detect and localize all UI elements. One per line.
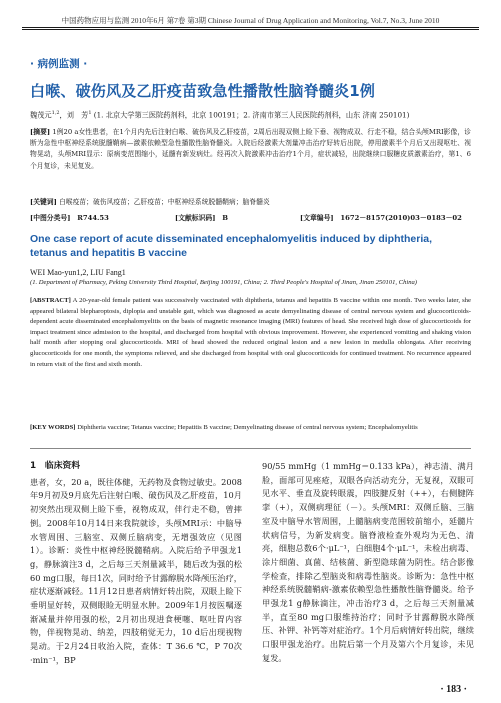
english-abstract-text: A 20-year-old female patient was successively vaccinated with diphtheria, tetanus and hepatitis B vaccine within one month. Two weeks later, she appeared bilateral blepharoptosis, diplopia and unstable gait, which was diagnosed as acute demyelinating disease of central nervous system and glucocorticoids-dependent acute disseminated encephalomyelitis on the basis of magnetic resonance imaging (MRI) features of head. She received high dose of glucocorticoids for impact treatment since admission to the hospital, and discharged from hospital with obvious improvement. However, she experienced vomiting and shaking vision half month after stopping oral glucocorticoids. MRI of head showed the reduced original lesion and a new lesion in medulla oblongata. After receiving glucocorticoids for one month, the symptoms relieved, and she discharged from hospital with oral glucocorticoids for continued treatment. No recurrence appeared in return visit of the first and sixth month.: [30, 297, 471, 368]
body-text-right: 90/55 mmHg（1 mmHg＝0.133 kPa），神志清、满月脸，面部可见痤疮，双眼各向活动充分，无复视，双眼可见水平、垂直及旋转眼震，四肢腱反射（++），右侧腱阵挛（+），双侧病理征（－）。头颅MRI：双侧丘脑、三脑室及中脑导水管周围，上髓脑病变范围较前缩小，延髓片状病信号，为新发病变。脑脊液检查外观均为无色、清亮，细胞总数6个·μL⁻¹，白细胞4个·μL⁻¹，未检出病毒、涂片细菌、真菌、结核菌、新型隐球菌为阴性。结合影像学检查，排除乙型脑炎和病毒性脑炎。诊断为：急性中枢神经系统脱髓鞘病-激素依赖型急性播散性脑脊髓炎。给予甲强龙1 g静脉滴注，冲击治疗3 d，之后每三天剂量减半，直至80 mg口服维持治疗；同时予甘露醇脱水降颅压、补钾、补钙等对症治疗。1个月后病情好转出院，继续口服甲强龙治疗。出院后第一个月及第六个月复诊，未见复发。: [262, 461, 474, 663]
header-rule: [22, 27, 479, 28]
abstract-label: [摘要]: [30, 128, 51, 136]
english-affiliation: (1. Department of Pharmacy, Peking University Third Hospital, Beijing 100191, China; 2. Third People's Hospital of Jinan, Jinan 250101, China): [30, 278, 417, 286]
english-keywords-text: Diphtheria vaccine; Tetanus vaccine; Hepatitis B vaccine; Demyelinating disease of central nervous system; Encephalomyelitis: [77, 424, 418, 431]
author-affiliation: (1. 北京大学第三医院药剂科，北京 100191；2. 济南市第三人民医院药剂科，山东 济南 250101): [93, 110, 410, 120]
english-abstract-label: [ABSTRACT]: [30, 297, 71, 304]
english-keywords-label: [KEY WORDS]: [30, 424, 76, 431]
english-title: One case report of acute disseminated encephalomyelitis induced by diphtheria, tetanus and hepatitis B vaccine: [30, 233, 433, 259]
article-number: [文章编号] 1672－8157(2010)03－0183－02: [300, 214, 462, 222]
author-sup-1: 1,2: [51, 110, 60, 116]
clc-number: [中图分类号] R744.53: [30, 214, 109, 222]
english-authors: [30, 268, 471, 287]
classification-row: [30, 212, 471, 222]
document-code: [文献标识码] B: [175, 214, 228, 222]
author-sup-2: 1: [88, 110, 92, 116]
author-name-1: 魏茂元: [30, 110, 52, 120]
page-number: · 183 ·: [440, 684, 467, 695]
keywords-text: 白喉疫苗；破伤风疫苗；乙肝疫苗；中枢神经系统脱髓鞘病；脑脊髓炎: [59, 198, 270, 206]
keywords-label: [关键词]: [30, 198, 57, 206]
abstract-text: 1例20 a女性患者，在1个月内先后注射白喉、破伤风及乙肝疫苗，2周后出现双侧上睑下垂、视物成双、行走不稳，结合头颅MRI影像，诊断为急性中枢神经系统脱髓鞘病—激素依赖型急性播散性脑脊髓炎。入院后经激素大剂量冲击治疗好转后出院，停用激素半个月后又出现呕吐、视物晃动，头颅MRI显示：原病变范围缩小，延髓有新发病灶。经再次入院激素冲击治疗1个月，症状减轻，出院继续口服糖皮质激素治疗，第1、6个月复诊，未见复发。: [30, 128, 471, 170]
english-author-names: WEI Mao-yun1,2, LIU Fang1: [30, 268, 126, 277]
author-name-2: 刘 芳: [66, 110, 89, 120]
english-abstract: [30, 296, 471, 370]
section-label: · 病例监测 ·: [30, 58, 88, 70]
body-text-left: 患者，女，20 a，既往体健，无药物及食物过敏史。2008年9月初及9月底先后注射白喉、破伤风及乙肝疫苗，10月初突然出现双侧上睑下垂，视物成双，伴行走不稳，曾摔倒。2008年10月14日来我院就诊，头颅MRI示：中脑导水管周围、三脑室、双侧丘脑病变，无增强效应（见图1）。诊断：炎性中枢神经脱髓鞘病。入院后给予甲强龙1 g，静脉滴注3 d，之后每三天剂量减半，随后改为强的松60 mg口服，每日1次，同时给予甘露醇脱水降颅压治疗，症状逐渐减轻。11月12日患者病情好转出院，双眼上睑下垂明显好转，双侧眼睑无明显水肿。2009年1月按医嘱逐渐减量并停用强的松，2月初出现进食梗噻、呕吐胃内容物，伴视物晃动、纳差，四肢稍觉无力，10 d后出现视物晃动。于2月24日收治入院，查体：T 36.6 ℃，P 70次·min⁻¹，BP: [30, 476, 242, 665]
body-column-right: [262, 460, 474, 666]
english-keywords: [30, 423, 471, 434]
section-heading: 1 临床资料: [30, 461, 81, 471]
chinese-authors: 魏茂元$^{1,2}$，刘 芳$^1$ (1. 北京大学第三医院药剂科，北京 100191；2. 济南市第三人民医院药剂科，山东 济南 250101): [30, 110, 410, 120]
divider: [30, 448, 471, 449]
header-rule-thin: [22, 29, 479, 30]
body-column-left: [30, 460, 242, 668]
chinese-keywords: [30, 196, 270, 206]
chinese-abstract: [30, 127, 471, 172]
chinese-title: 白喉、破伤风及乙肝疫苗致急性播散性脑脊髓炎1例: [30, 82, 376, 100]
running-head: 中国药物应用与监测 2010年6月 第7卷 第3期 Chinese Journal of Drug Application and Monitoring, Vol.7, No.3, June 2010: [61, 16, 440, 25]
